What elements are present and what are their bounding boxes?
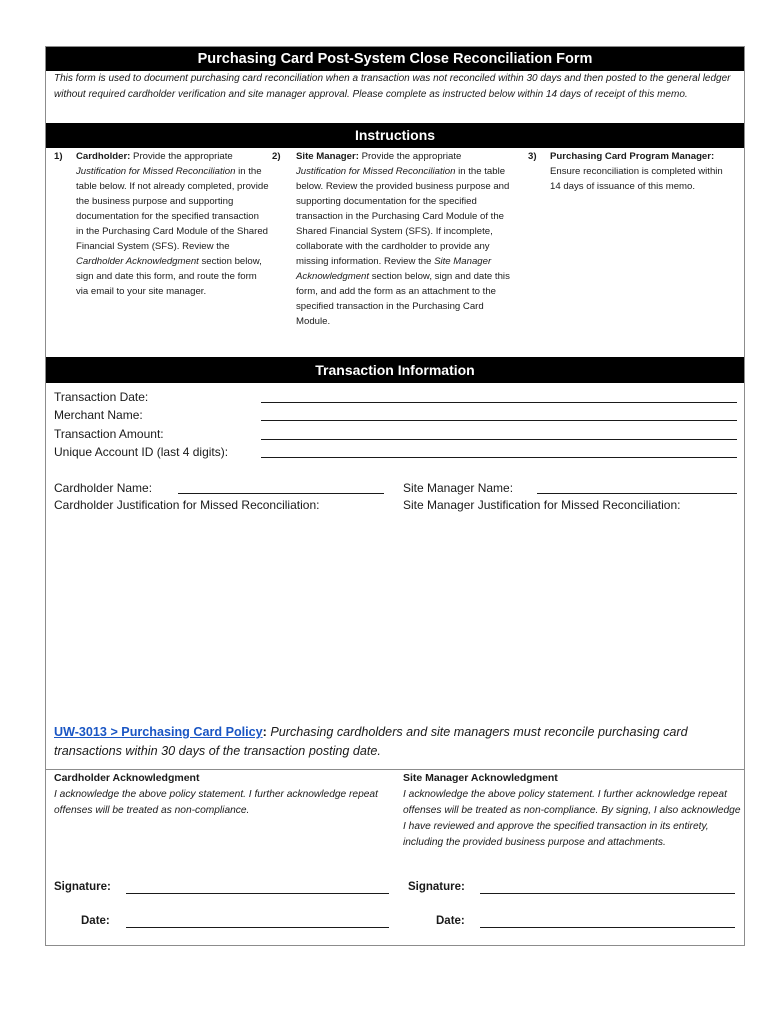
- site-manager-ack-text: I acknowledge the above policy statement. I further acknowledge repeat offenses will be treated as non-compliance. By signing, I also acknowledge I have reviewed and approve the specified transaction in its entirety, including the provided business purpose and attachments.: [403, 789, 741, 848]
- step-number: 2): [272, 151, 281, 162]
- form-title: Purchasing Card Post-System Close Reconciliation Form: [46, 47, 744, 71]
- transaction-heading: Transaction Information: [46, 357, 744, 383]
- step-role: Purchasing Card Program Manager:: [550, 151, 715, 162]
- site-manager-signature-label: Signature:: [408, 881, 465, 893]
- cardholder-ack-heading: Cardholder Acknowledgment: [54, 772, 200, 784]
- transaction-amount-label: Transaction Amount:: [54, 427, 164, 441]
- site-manager-ack-heading: Site Manager Acknowledgment: [403, 772, 558, 784]
- step-role: Site Manager:: [296, 151, 359, 162]
- policy-link[interactable]: UW-3013 > Purchasing Card Policy: [54, 725, 263, 739]
- site-manager-justification-area[interactable]: [403, 515, 737, 715]
- cardholder-ack-text: I acknowledge the above policy statement. I further acknowledge repeat offenses will be treated as non-compliance.: [54, 789, 378, 816]
- step-text-part: section below, sign and date this form, and route the form via email to your site manager.: [76, 256, 262, 297]
- cardholder-justification-label: Cardholder Justification for Missed Reconciliation:: [54, 498, 320, 512]
- step-number: 3): [528, 151, 537, 162]
- cardholder-date-field[interactable]: [126, 927, 389, 928]
- account-id-field[interactable]: [261, 457, 737, 458]
- section-divider: [46, 769, 744, 770]
- step-emphasis: Site Manager Acknowledgment: [296, 256, 492, 282]
- site-manager-date-label: Date:: [436, 915, 465, 927]
- step-number: 1): [54, 151, 63, 162]
- site-manager-date-field[interactable]: [480, 927, 735, 928]
- transaction-date-field[interactable]: [261, 402, 737, 403]
- policy-colon: :: [262, 725, 267, 739]
- account-id-label: Unique Account ID (last 4 digits):: [54, 445, 229, 459]
- step-text: [76, 149, 269, 299]
- cardholder-name-field[interactable]: [178, 493, 384, 494]
- cardholder-signature-field[interactable]: [126, 893, 389, 894]
- step-emphasis: Cardholder Acknowledgment: [76, 256, 199, 267]
- policy-text: Purchasing cardholders and site managers must reconcile purchasing card transactions within 30 days of the transaction posting date.: [54, 725, 688, 758]
- policy-statement: [54, 723, 744, 761]
- step-text-part: section below, sign and date this form, and add the form as an attachment to the specified transaction in the Purchasing Card Module.: [296, 271, 510, 327]
- instructions-heading: Instructions: [46, 123, 744, 148]
- transaction-amount-field[interactable]: [261, 439, 737, 440]
- transaction-date-label: Transaction Date:: [54, 390, 149, 404]
- step-text-part: in the table below. Review the provided business purpose and supporting documentation for the specified transaction in the Purchasing Card Module of the Shared Financial System (SFS). If incomplete, collaborate with the cardholder to provide any missing information. Review the: [296, 166, 510, 267]
- step-text-part: in the table below. If not already completed, provide the business purpose and supporting documentation for the specified transaction in the Purchasing Card Module of the Shared Financial System (SFS). Review the: [76, 166, 269, 252]
- merchant-name-label: Merchant Name:: [54, 408, 143, 422]
- site-manager-name-label: Site Manager Name:: [403, 481, 514, 495]
- form-intro: This form is used to document purchasing card reconciliation when a transaction was not reconciled within 30 days and then posted to the general ledger without required cardholder verification and site manager approval. Please complete as instructed below within 14 days of receipt of this memo.: [54, 73, 731, 100]
- merchant-name-field[interactable]: [261, 420, 737, 421]
- step-role: Cardholder:: [76, 151, 131, 162]
- cardholder-name-label: Cardholder Name:: [54, 481, 153, 495]
- site-manager-name-field[interactable]: [537, 493, 737, 494]
- cardholder-justification-area[interactable]: [54, 515, 384, 715]
- step-text-part: Provide the appropriate: [358, 151, 462, 162]
- cardholder-signature-label: Signature:: [54, 881, 111, 893]
- step-text-part: Ensure reconciliation is completed within 14 days of issuance of this memo.: [550, 166, 723, 192]
- site-manager-justification-label: Site Manager Justification for Missed Reconciliation:: [403, 498, 681, 512]
- step-text-part: Provide the appropriate: [130, 151, 233, 162]
- site-manager-signature-field[interactable]: [480, 893, 735, 894]
- step-text: [296, 149, 512, 329]
- step-text: [550, 149, 728, 194]
- cardholder-date-label: Date:: [81, 915, 110, 927]
- step-emphasis: Justification for Missed Reconciliation: [296, 166, 456, 177]
- reconciliation-form: [45, 46, 745, 946]
- step-emphasis: Justification for Missed Reconciliation: [76, 166, 236, 177]
